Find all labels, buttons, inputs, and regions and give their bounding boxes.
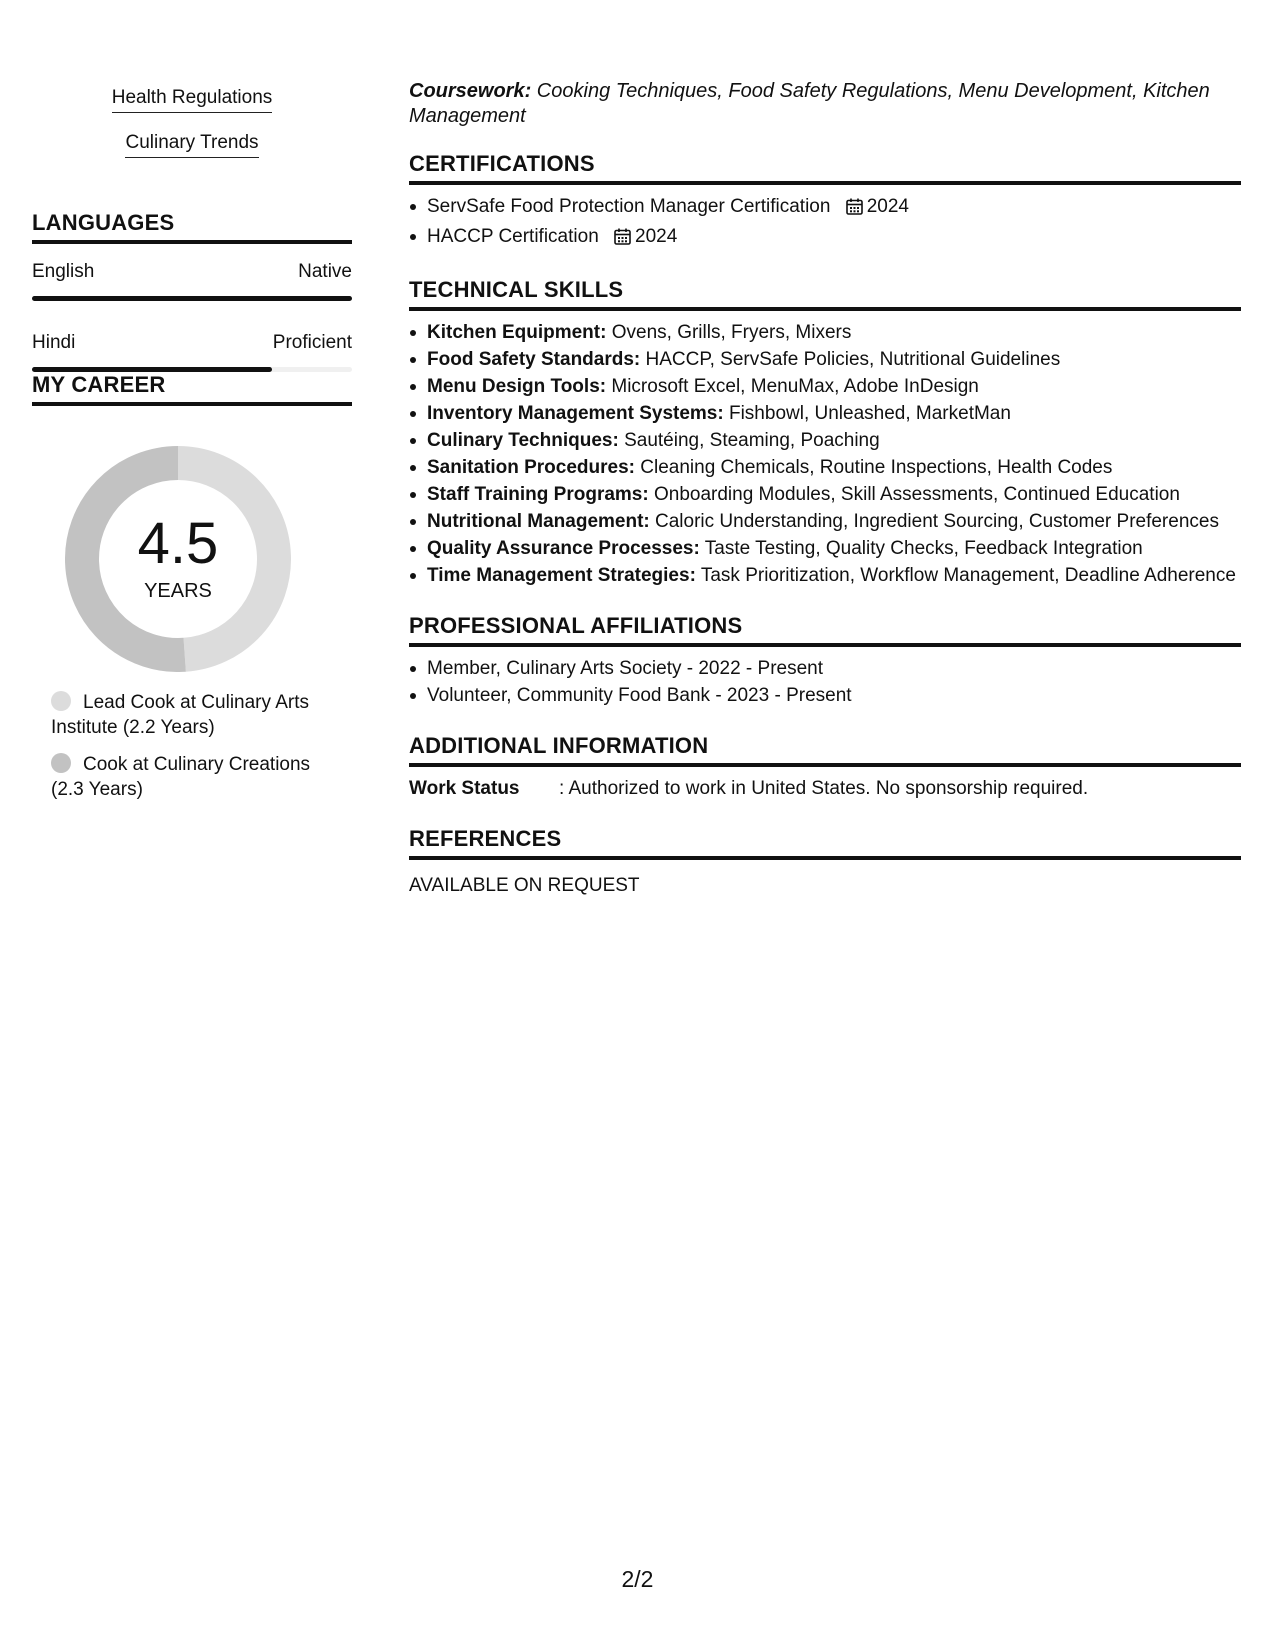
- certification-year: 2024: [866, 196, 909, 217]
- skill-values: Taste Testing, Quality Checks, Feedback Integration: [699, 538, 1143, 559]
- affiliations-list: [409, 655, 1241, 709]
- affiliation-item: Member, Culinary Arts Society - 2022 - Present: [427, 655, 1241, 682]
- work-status-label: Work Status: [409, 778, 520, 799]
- additional-info-heading: ADDITIONAL INFORMATION: [409, 733, 1241, 767]
- calendar-icon: [614, 226, 631, 253]
- technical-skill-item: [427, 319, 1241, 346]
- language-level: Proficient: [272, 332, 352, 353]
- language-row: [32, 260, 352, 301]
- technical-skill-item: [427, 373, 1241, 400]
- language-level-fill: [32, 367, 272, 372]
- left-column: [32, 86, 352, 814]
- certification-item: [427, 223, 1241, 253]
- skill-values: Ovens, Grills, Fryers, Mixers: [606, 322, 852, 343]
- technical-skill-item: [427, 427, 1241, 454]
- skill-category: Staff Training Programs:: [427, 484, 649, 505]
- calendar-icon: [846, 196, 863, 223]
- certification-name: HACCP Certification: [427, 226, 599, 247]
- affiliation-item: Volunteer, Community Food Bank - 2023 - Present: [427, 682, 1241, 709]
- language-level-bar: [32, 296, 352, 301]
- skill-category: Sanitation Procedures:: [427, 457, 635, 478]
- language-name: English: [32, 261, 95, 282]
- skill-category: Inventory Management Systems:: [427, 403, 724, 424]
- skill-category: Nutritional Management:: [427, 511, 650, 532]
- skill-values: Sautéing, Steaming, Poaching: [618, 430, 880, 451]
- skill-tag: Culinary Trends: [125, 131, 258, 158]
- skill-values: Fishbowl, Unleashed, MarketMan: [723, 403, 1011, 424]
- career-legend-label: Cook at Culinary Creations (2.3 Years): [51, 754, 311, 800]
- skill-category: Food Safety Standards:: [427, 349, 641, 370]
- language-level-bar: [32, 367, 352, 372]
- technical-skill-item: [427, 508, 1241, 535]
- skill-values: HACCP, ServSafe Policies, Nutritional Guidelines: [640, 349, 1061, 370]
- career-legend-label: Lead Cook at Culinary Arts Institute (2.2 Years): [51, 692, 310, 738]
- certifications-heading: CERTIFICATIONS: [409, 151, 1241, 185]
- technical-skill-item: [427, 454, 1241, 481]
- references-text: AVAILABLE ON REQUEST: [409, 875, 640, 896]
- language-level: Native: [298, 261, 352, 282]
- career-legend-item: [51, 752, 321, 802]
- certification-name: ServSafe Food Protection Manager Certification: [427, 196, 831, 217]
- career-heading: MY CAREER: [32, 372, 352, 406]
- technical-skills-list: [409, 319, 1241, 589]
- coursework-text: Cooking Techniques, Food Safety Regulations, Menu Development, Kitchen Management: [409, 80, 1210, 127]
- career-years-unit: YEARS: [144, 580, 212, 602]
- career-legend: [32, 690, 352, 802]
- skill-values: Onboarding Modules, Skill Assessments, Continued Education: [648, 484, 1180, 505]
- skill-tag: Health Regulations: [112, 86, 273, 113]
- references-heading: REFERENCES: [409, 826, 1241, 860]
- career-donut-chart: [32, 446, 352, 686]
- technical-skills-heading: TECHNICAL SKILLS: [409, 277, 1241, 311]
- career-legend-item: [51, 690, 321, 740]
- page-indicator: 2/2: [621, 1566, 654, 1592]
- skill-category: Menu Design Tools:: [427, 376, 607, 397]
- certification-year: 2024: [635, 226, 678, 247]
- language-level-fill: [32, 296, 352, 301]
- coursework-label: Coursework:: [409, 80, 532, 102]
- certifications-list: [409, 193, 1241, 253]
- technical-skill-item: [427, 346, 1241, 373]
- skill-category: Kitchen Equipment:: [427, 322, 607, 343]
- language-row: [32, 331, 352, 372]
- work-status-value: : Authorized to work in United States. No sponsorship required.: [559, 778, 1089, 799]
- coursework: [409, 79, 1241, 129]
- technical-skill-item: [427, 481, 1241, 508]
- skill-values: Task Prioritization, Workflow Management, Deadline Adherence: [695, 565, 1236, 586]
- technical-skill-item: [427, 562, 1241, 589]
- technical-skill-item: [427, 535, 1241, 562]
- certification-item: [427, 193, 1241, 223]
- skill-category: Time Management Strategies:: [427, 565, 696, 586]
- skill-values: Cleaning Chemicals, Routine Inspections, Health Codes: [635, 457, 1113, 478]
- languages-heading: LANGUAGES: [32, 210, 352, 244]
- legend-dot-icon: [51, 753, 71, 773]
- skill-tags: [32, 86, 352, 176]
- career-total-years: 4.5: [137, 511, 219, 576]
- skill-category: Quality Assurance Processes:: [427, 538, 700, 559]
- legend-dot-icon: [51, 691, 71, 711]
- skill-values: Microsoft Excel, MenuMax, Adobe InDesign: [606, 376, 979, 397]
- work-status-row: [409, 775, 1241, 802]
- language-name: Hindi: [32, 332, 76, 353]
- affiliations-heading: PROFESSIONAL AFFILIATIONS: [409, 613, 1241, 647]
- skill-category: Culinary Techniques:: [427, 430, 619, 451]
- right-column: [409, 79, 1241, 899]
- skill-values: Caloric Understanding, Ingredient Sourcing, Customer Preferences: [649, 511, 1219, 532]
- technical-skill-item: [427, 400, 1241, 427]
